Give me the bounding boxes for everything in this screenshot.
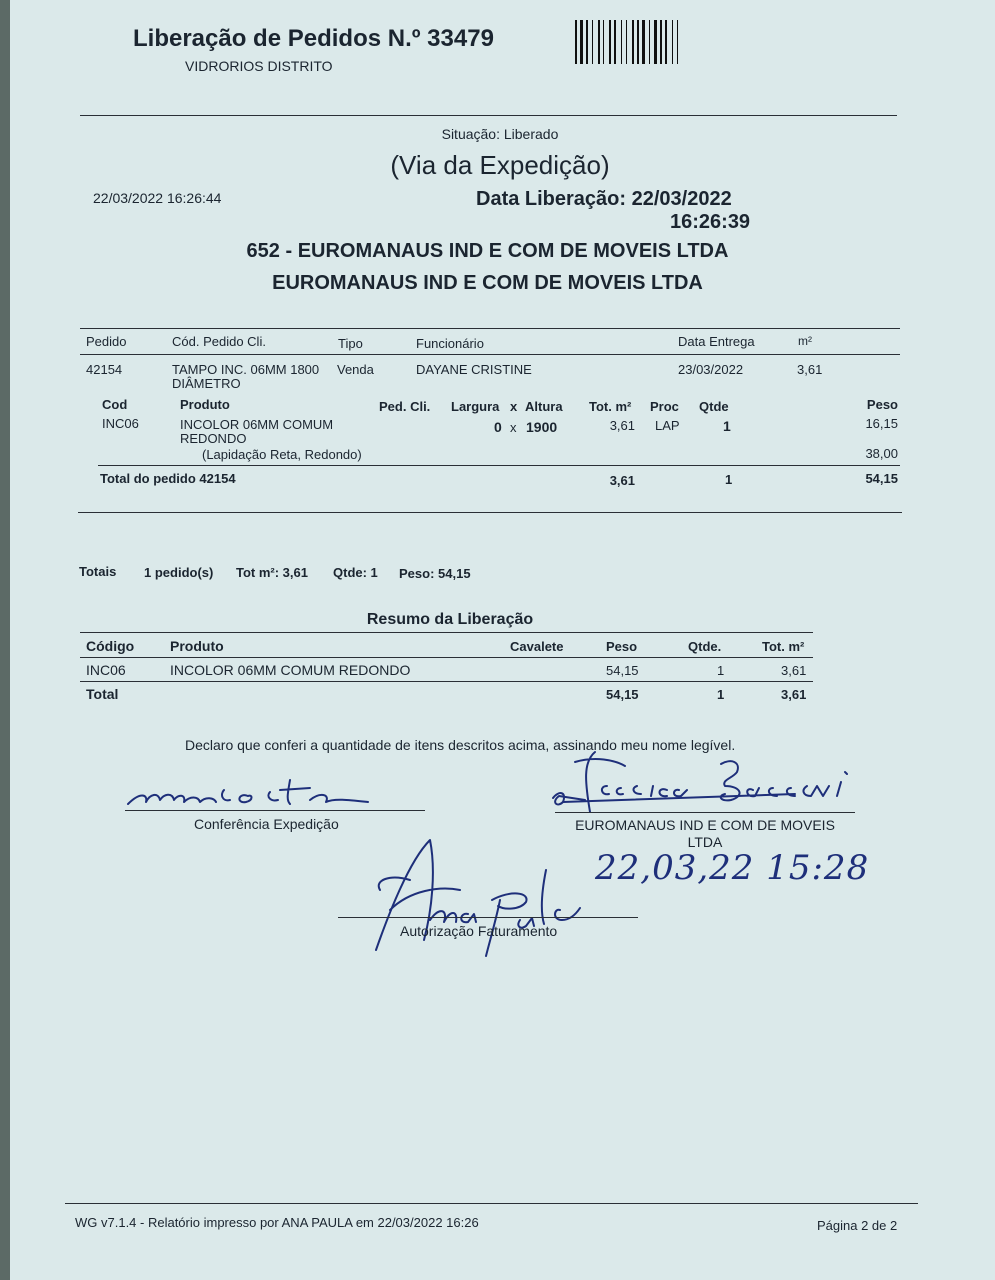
signature-cliente bbox=[545, 742, 865, 822]
document-title: Liberação de Pedidos N.º 33479 bbox=[133, 25, 494, 52]
item-largura: 0 bbox=[494, 419, 502, 435]
print-timestamp: 22/03/2022 16:26:44 bbox=[93, 190, 222, 206]
table-top-rule bbox=[80, 328, 900, 329]
resumo-row-qtde: 1 bbox=[717, 663, 725, 678]
totais-label: Totais bbox=[79, 564, 117, 579]
divider bbox=[80, 115, 897, 116]
col-data-entrega: Data Entrega bbox=[678, 334, 755, 349]
resumo-row-codigo: INC06 bbox=[86, 662, 126, 678]
barcode-bar bbox=[677, 20, 678, 64]
item-x: x bbox=[510, 420, 517, 435]
item-processo: (Lapidação Reta, Redondo) bbox=[202, 447, 362, 462]
barcode-bar bbox=[621, 20, 622, 64]
barcode-bar bbox=[632, 20, 634, 64]
order-tipo: Venda bbox=[337, 362, 374, 377]
cliente-label-line1: EUROMANAUS IND E COM DE MOVEIS bbox=[575, 817, 835, 833]
handwritten-date: 22,03,22 15:28 bbox=[595, 848, 870, 888]
col-pedido: Pedido bbox=[86, 334, 127, 349]
resumo-row-rule bbox=[80, 681, 813, 682]
resumo-col-peso: Peso bbox=[606, 639, 638, 654]
data-liberacao-hora: 16:26:39 bbox=[670, 211, 751, 233]
item-col-x: x bbox=[510, 399, 518, 414]
barcode-bar bbox=[665, 20, 667, 64]
resumo-col-produto: Produto bbox=[170, 638, 224, 654]
resumo-total-peso: 54,15 bbox=[606, 687, 639, 702]
signature-line-conferencia bbox=[125, 810, 425, 811]
barcode-bar bbox=[603, 20, 604, 64]
footer-printed-by: WG v7.1.4 - Relatório impresso por ANA PAULA em 22/03/2022 16:26 bbox=[75, 1215, 479, 1230]
resumo-row-tot-m2: 3,61 bbox=[781, 663, 807, 678]
order-cod-line2: DIÂMETRO bbox=[172, 376, 241, 391]
total-rule bbox=[98, 465, 900, 466]
barcode-bar bbox=[609, 20, 611, 64]
barcode-bar bbox=[637, 20, 639, 64]
resumo-header-rule bbox=[80, 657, 813, 658]
totais-peso: Peso: 54,15 bbox=[399, 566, 471, 581]
via-title: (Via da Expedição) bbox=[390, 150, 610, 180]
table-bottom-rule bbox=[78, 512, 902, 513]
conferencia-label: Conferência Expedição bbox=[194, 816, 339, 832]
barcode-bar bbox=[575, 20, 577, 64]
order-funcionario: DAYANE CRISTINE bbox=[416, 362, 532, 377]
barcode-bar bbox=[642, 20, 645, 64]
resumo-row-peso: 54,15 bbox=[606, 663, 639, 678]
col-cod-pedido-cli: Cód. Pedido Cli. bbox=[172, 334, 266, 349]
order-total-m2: 3,61 bbox=[609, 473, 635, 488]
item-col-qtde: Qtde bbox=[699, 399, 729, 414]
barcode-bar bbox=[626, 20, 627, 64]
order-data-entrega: 23/03/2022 bbox=[678, 362, 744, 377]
footer-page-number: Página 2 de 2 bbox=[817, 1218, 898, 1233]
declaracao-text: Declaro que conferi a quantidade de itens descritos acima, assinando meu nome legível. bbox=[185, 737, 736, 753]
item-proc: LAP bbox=[655, 418, 680, 433]
item-processo-peso: 38,00 bbox=[865, 446, 898, 461]
cliente-label-line2: LTDA bbox=[687, 834, 723, 850]
signature-autorizacao bbox=[370, 830, 600, 970]
totais-qtde: Qtde: 1 bbox=[333, 565, 378, 580]
barcode bbox=[575, 20, 720, 64]
resumo-top-rule bbox=[80, 632, 813, 633]
resumo-col-tot-m2: Tot. m² bbox=[762, 639, 805, 654]
autorizacao-label: Autorização Faturamento bbox=[400, 923, 558, 939]
item-col-peso: Peso bbox=[866, 397, 898, 412]
signature-conferencia bbox=[120, 772, 380, 812]
document-page bbox=[10, 0, 995, 1280]
item-col-ped-cli: Ped. Cli. bbox=[379, 399, 431, 414]
resumo-total-tot-m2: 3,61 bbox=[781, 687, 807, 702]
barcode-bar bbox=[592, 20, 593, 64]
item-col-cod: Cod bbox=[102, 397, 128, 412]
item-produto-line2: REDONDO bbox=[180, 431, 247, 446]
client-razao-social: EUROMANAUS IND E COM DE MOVEIS LTDA bbox=[272, 272, 703, 294]
item-tot-m2: 3,61 bbox=[609, 418, 635, 433]
order-m2: 3,61 bbox=[797, 362, 823, 377]
resumo-col-codigo: Código bbox=[86, 638, 135, 654]
order-cod-line1: TAMPO INC. 06MM 1800 bbox=[172, 362, 320, 377]
item-peso: 16,15 bbox=[865, 416, 898, 431]
footer-rule bbox=[65, 1203, 918, 1204]
col-funcionario: Funcionário bbox=[416, 336, 484, 351]
resumo-row-produto: INCOLOR 06MM COMUM REDONDO bbox=[170, 662, 411, 678]
item-col-tot-m2: Tot. m² bbox=[589, 399, 632, 414]
order-total-peso: 54,15 bbox=[865, 471, 898, 486]
data-liberacao: Data Liberação: 22/03/2022 bbox=[476, 188, 732, 210]
item-col-altura: Altura bbox=[525, 399, 563, 414]
item-qtde: 1 bbox=[723, 418, 731, 434]
barcode-bar bbox=[598, 20, 600, 64]
barcode-bar bbox=[586, 20, 588, 64]
order-total-label: Total do pedido 42154 bbox=[100, 471, 236, 486]
barcode-bar bbox=[654, 20, 657, 64]
barcode-bar bbox=[672, 20, 673, 64]
col-tipo: Tipo bbox=[338, 336, 363, 351]
col-m2: m² bbox=[798, 334, 812, 348]
totais-m2: Tot m²: 3,61 bbox=[236, 565, 308, 580]
barcode-bar bbox=[660, 20, 662, 64]
situacao-text: Situação: Liberado bbox=[441, 126, 559, 142]
header-rule bbox=[80, 354, 900, 355]
barcode-bar bbox=[614, 20, 616, 64]
item-produto-line1: INCOLOR 06MM COMUM bbox=[180, 417, 334, 432]
signature-line-autorizacao bbox=[338, 917, 638, 918]
resumo-total-label: Total bbox=[86, 686, 119, 702]
item-col-largura: Largura bbox=[451, 399, 500, 414]
issuer-company: VIDRORIOS DISTRITO bbox=[185, 58, 333, 74]
resumo-col-qtde: Qtde. bbox=[688, 639, 722, 654]
item-col-proc: Proc bbox=[650, 399, 679, 414]
resumo-col-cavalete: Cavalete bbox=[510, 639, 564, 654]
item-altura: 1900 bbox=[526, 419, 558, 435]
resumo-total-qtde: 1 bbox=[717, 687, 725, 702]
item-cod: INC06 bbox=[102, 416, 139, 431]
order-total-qtde: 1 bbox=[725, 472, 733, 487]
barcode-bar bbox=[649, 20, 650, 64]
client-name: 652 - EUROMANAUS IND E COM DE MOVEIS LTDA bbox=[246, 240, 729, 262]
barcode-bar bbox=[580, 20, 583, 64]
resumo-title: Resumo da Liberação bbox=[366, 611, 534, 628]
order-number: 42154 bbox=[86, 362, 123, 377]
signature-line-cliente bbox=[555, 812, 855, 813]
totais-pedidos: 1 pedido(s) bbox=[144, 565, 214, 580]
item-col-produto: Produto bbox=[180, 397, 230, 412]
